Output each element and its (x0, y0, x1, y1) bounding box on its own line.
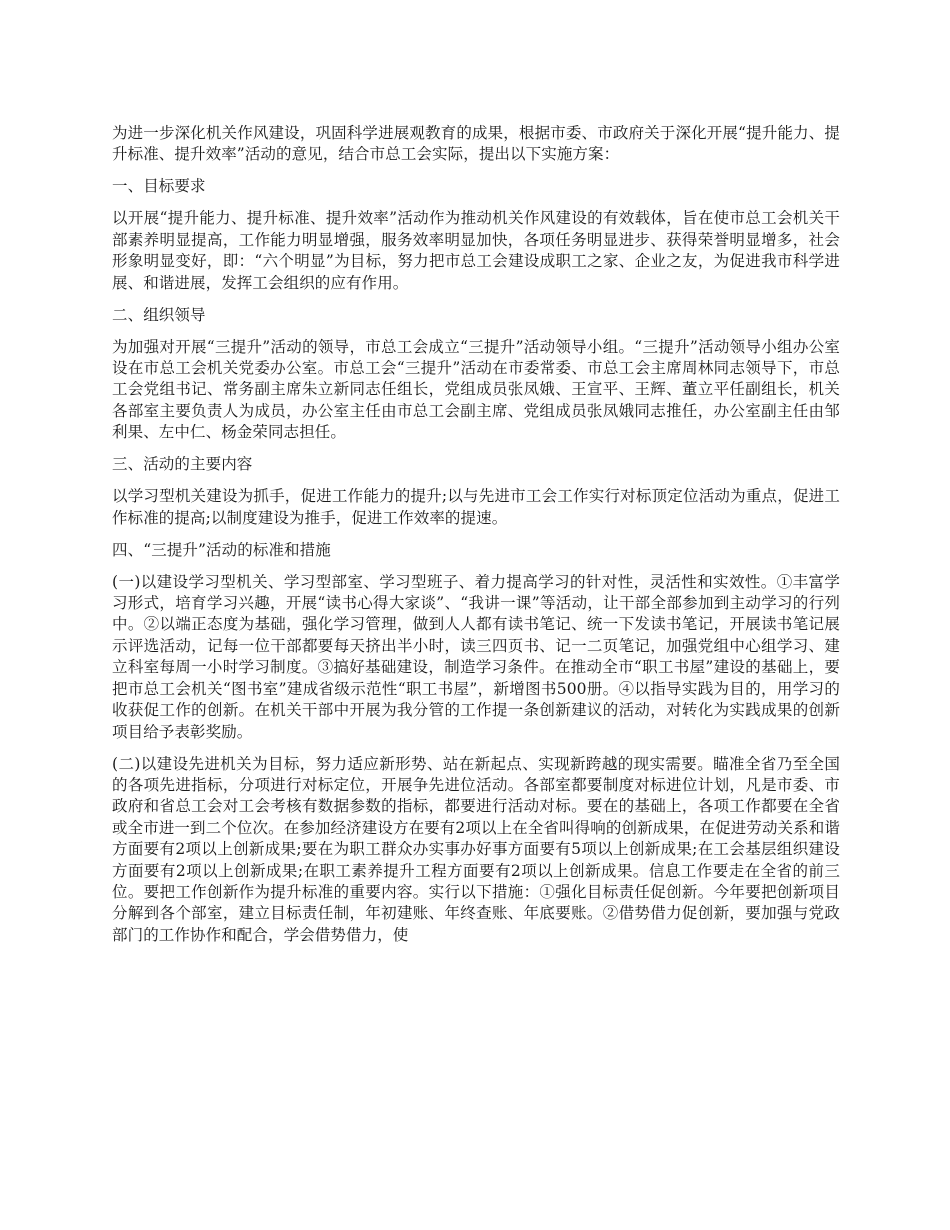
section-heading-content: 三、活动的主要内容 (112, 455, 253, 474)
content-paragraph: 以学习型机关建设为抓手，促进工作能力的提升;以与先进市工会工作实行对标顶定位活动为重点，促进工作标准的提高;以制度建设为推手，促进工作效率的提速。 (112, 487, 840, 527)
intro-paragraph: 为进一步深化机关作风建设，巩固科学进展观教育的成果，根据市委、市政府关于深化开展“提升能力、提升标准、提升效率”活动的意见，结合市总工会实际，提出以下实施方案： (112, 124, 840, 164)
standards-paragraph-2: (二)以建设先进机关为目标，努力适应新形势、站在新起点、实现新跨越的现实需要。瞄准全省乃至全国的各项先进指标，分项进行对标定位，开展争先进位活动。各部室都要制度对标进位计划，凡是市委、市政府和省总工会对工会考核有数据参数的指标，都要进行活动对标。要在的基础上，各项工作都要在全省或全市进一到二个位次。在参加经济建设方在要有2项以上在全省叫得响的创新成果，在促进劳动关系和谐方面要有2项以上创新成果;要在为职工群众办实事办好事方面要有5项以上创新成果;在工会基层组织建设方面要有2项以上创新成果;在职工素养提升工程方面要有2项以上创新成果。信息工作要走在全省的前三位。要把工作创新作为提升标准的重要内容。实行以下措施：①强化目标责任促创新。今年要把创新项目分解到各个部室，建立目标责任制，年初建账、年终查账、年底要账。②借势借力促创新，要加强与党政部门的工作协作和配合，学会借势借力，使 (112, 754, 840, 944)
section-heading-organization: 二、组织领导 (112, 305, 206, 324)
organization-paragraph: 为加强对开展“三提升”活动的领导，市总工会成立“三提升”活动领导小组。“三提升”活动领导小组办公室设在市总工会机关党委办公室。市总工会“三提升”活动在市委常委、市总工会主席周林同志领导下，市总工会党组书记、常务副主席朱立新同志任组长，党组成员张凤娥、王宣平、王辉、董立平任副组长，机关各部室主要负责人为成员，办公室主任由市总工会副主席、党组成员张凤娥同志推任，办公室副主任由邹利果、左中仁、杨金荣同志担任。 (112, 337, 840, 442)
document-body (112, 123, 840, 957)
standards-paragraph-1: (一)以建设学习型机关、学习型部室、学习型班子、着力提高学习的针对性，灵活性和实效性。①丰富学习形式，培育学习兴趣，开展“读书心得大家谈”、“我讲一课”等活动，让干部全部参加到主动学习的行列中。②以端正态度为基础，强化学习管理，做到人人都有读书笔记、统一下发读书笔记，开展读书笔记展示评选活动，记每一位干部都要每天挤出半小时，读三四页书、记一二页笔记，加强党组中心组学习、建立科室每周一小时学习制度。③搞好基础建设，制造学习条件。在推动全市“职工书屋”建设的基础上，要把市总工会机关“图书室”建成省级示范性“职工书屋”，新增图书500册。④以指导实践为目的，用学习的收获促工作的创新。在机关干部中开展为我分管的工作提一条创新建议的活动，对转化为实践成果的创新项目给予表彰奖励。 (112, 572, 840, 741)
section-heading-standards: 四、“三提升”活动的标准和措施 (112, 540, 331, 559)
goals-paragraph: 以开展“提升能力、提升标准、提升效率”活动作为推动机关作风建设的有效载体，旨在使市总工会机关干部素养明显提高，工作能力明显增强，服务效率明显加快，各项任务明显进步、获得荣誉明显增多，社会形象明显变好，即：“六个明显”为目标，努力把市总工会建设成职工之家、企业之友，为促进我市科学进展、和谐进展，发挥工会组织的应有作用。 (112, 209, 840, 292)
section-heading-goals: 一、目标要求 (112, 177, 206, 196)
